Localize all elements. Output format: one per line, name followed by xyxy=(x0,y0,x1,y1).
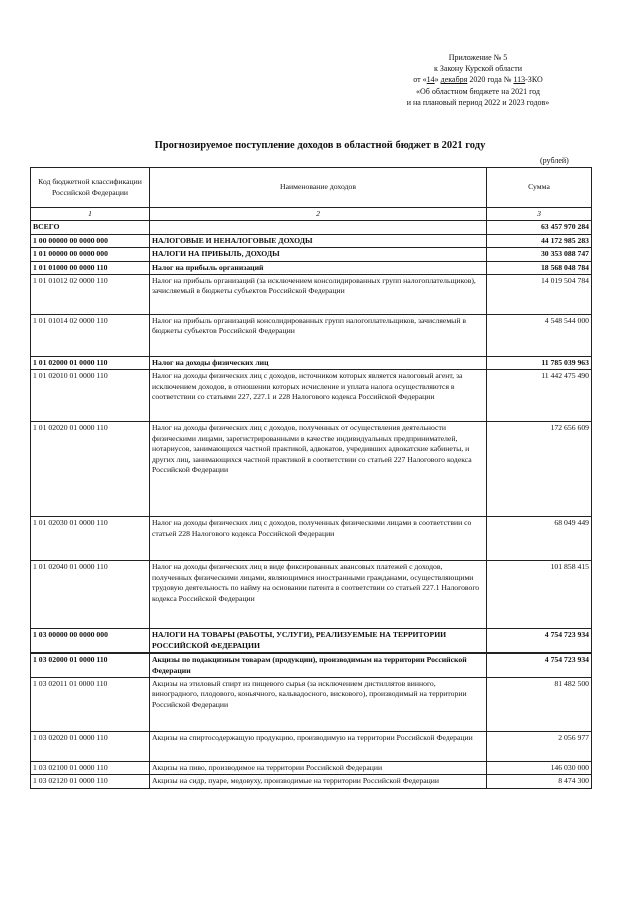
appendix-line-1: Приложение № 5 xyxy=(448,53,508,62)
table-row: 1 01 02000 01 0000 110 Налог на доходы физических лиц 11 785 039 963 xyxy=(31,357,592,370)
revenue-table xyxy=(30,167,592,789)
table-header-row xyxy=(31,168,592,208)
appendix-line-3: от «14» декабря 2020 года № 113-ЗКО xyxy=(413,75,543,85)
table-row: 1 00 00000 00 0000 000 НАЛОГОВЫЕ И НЕНАЛОГОВЫЕ ДОХОДЫ 44 172 985 283 xyxy=(31,234,592,247)
table-row: 1 03 00000 00 0000 000 НАЛОГИ НА ТОВАРЫ (РАБОТЫ, УСЛУГИ), РЕАЛИЗУЕМЫЕ НА ТЕРРИТОРИИ РОССИЙСКОЙ ФЕДЕРАЦИИ 4 754 723 934 xyxy=(31,629,592,653)
document-title: Прогнозируемое поступление доходов в областной бюджет в 2021 году xyxy=(154,140,486,151)
appendix-line-5: и на плановый период 2022 и 2023 годов» xyxy=(406,97,550,107)
table-row: ВСЕГО 63 457 970 284 xyxy=(31,221,592,234)
table-row: 1 03 02011 01 0000 110 Акцизы на этиловый спирт из пищевого сырья (за исключением дистиллятов винного, виноградного, плодового, коньячного, кальвадосного, вискового), производимый на территории Российской Федерации 81 482 500 xyxy=(31,678,592,732)
table-row: 1 03 02000 01 0000 110 Акцизы по подакцизным товарам (продукции), производимым на территории Российской Федерации 4 754 723 934 xyxy=(31,653,592,677)
table-row: 1 01 01014 02 0000 110 Налог на прибыль организаций консолидированных групп налогоплательщиков, зачисляемый в бюджеты субъектов Российской Федерации 4 548 544 000 xyxy=(31,315,592,357)
appendix-day: 14 xyxy=(426,75,435,85)
table-row: 1 01 01000 00 0000 110 Налог на прибыль организаций 18 568 048 784 xyxy=(31,261,592,274)
appendix-law-number: 113 xyxy=(513,75,526,85)
column-number-row: 1 2 3 xyxy=(31,208,592,221)
table-row: 1 01 02020 01 0000 110 Налог на доходы физических лиц с доходов, полученных от осуществления деятельности физическими лицами, зарегистрированными в качестве индивидуальных предпринимателей, нотариусов, занимающихся частной практикой, адвокатов, учредивших адвокатские кабинеты, и других лиц, занимающихся частной практикой в соответствии со статьей 227 Налогового кодекса Российской Федерации 172 656 609 xyxy=(31,422,592,517)
units-label: (рублей) xyxy=(540,156,569,165)
appendix-line-4: «Об областном бюджете на 2021 год xyxy=(416,86,540,96)
table-row: 1 01 02030 01 0000 110 Налог на доходы физических лиц с доходов, полученных физическими лицами в соответствии со статьей 228 Налогового кодекса Российской Федерации 68 049 449 xyxy=(31,517,592,561)
header-code: Код бюджетной классификации Российской Федерации xyxy=(31,168,150,208)
table-row: 1 01 02040 01 0000 110 Налог на доходы физических лиц в виде фиксированных авансовых платежей с доходов, полученных физическими лицами, являющимися иностранными гражданами, осуществляющими трудовую деятельность по найму на основании патента в соответствии со статьей 227.1 Налогового кодекса Российской Федерации 101 858 415 xyxy=(31,561,592,629)
table-row: 1 01 01012 02 0000 110 Налог на прибыль организаций (за исключением консолидированных групп налогоплательщиков), зачисляемый в бюджеты субъектов Российской Федерации 14 019 504 784 xyxy=(31,275,592,315)
table-row: 1 01 02010 01 0000 110 Налог на доходы физических лиц с доходов, источником которых является налоговый агент, за исключением доходов, в отношении которых исчисление и уплата налога осуществляются в соответствии со статьями 227, 227.1 и 228 Налогового кодекса Российской Федерации 11 442 475 490 xyxy=(31,370,592,422)
table-row: 1 03 02100 01 0000 110 Акцизы на пиво, производимое на территории Российской Федерации 146 030 000 xyxy=(31,762,592,775)
appendix-month: декабря xyxy=(440,75,468,85)
table-row: 1 03 02120 01 0000 110 Акцизы на сидр, пуаре, медовуху, производимые на территории Российской Федерации 8 474 300 xyxy=(31,775,592,788)
appendix-header xyxy=(380,52,576,108)
header-sum: Сумма xyxy=(487,168,592,208)
appendix-line-2: к Закону Курской области xyxy=(434,64,522,74)
table-row: 1 03 02020 01 0000 110 Акцизы на спиртосодержащую продукцию, производимую на территории Российской Федерации 2 056 977 xyxy=(31,732,592,762)
table-row: 1 01 00000 00 0000 000 НАЛОГИ НА ПРИБЫЛЬ, ДОХОДЫ 30 353 088 747 xyxy=(31,248,592,261)
header-name: Наименование доходов xyxy=(150,168,487,208)
